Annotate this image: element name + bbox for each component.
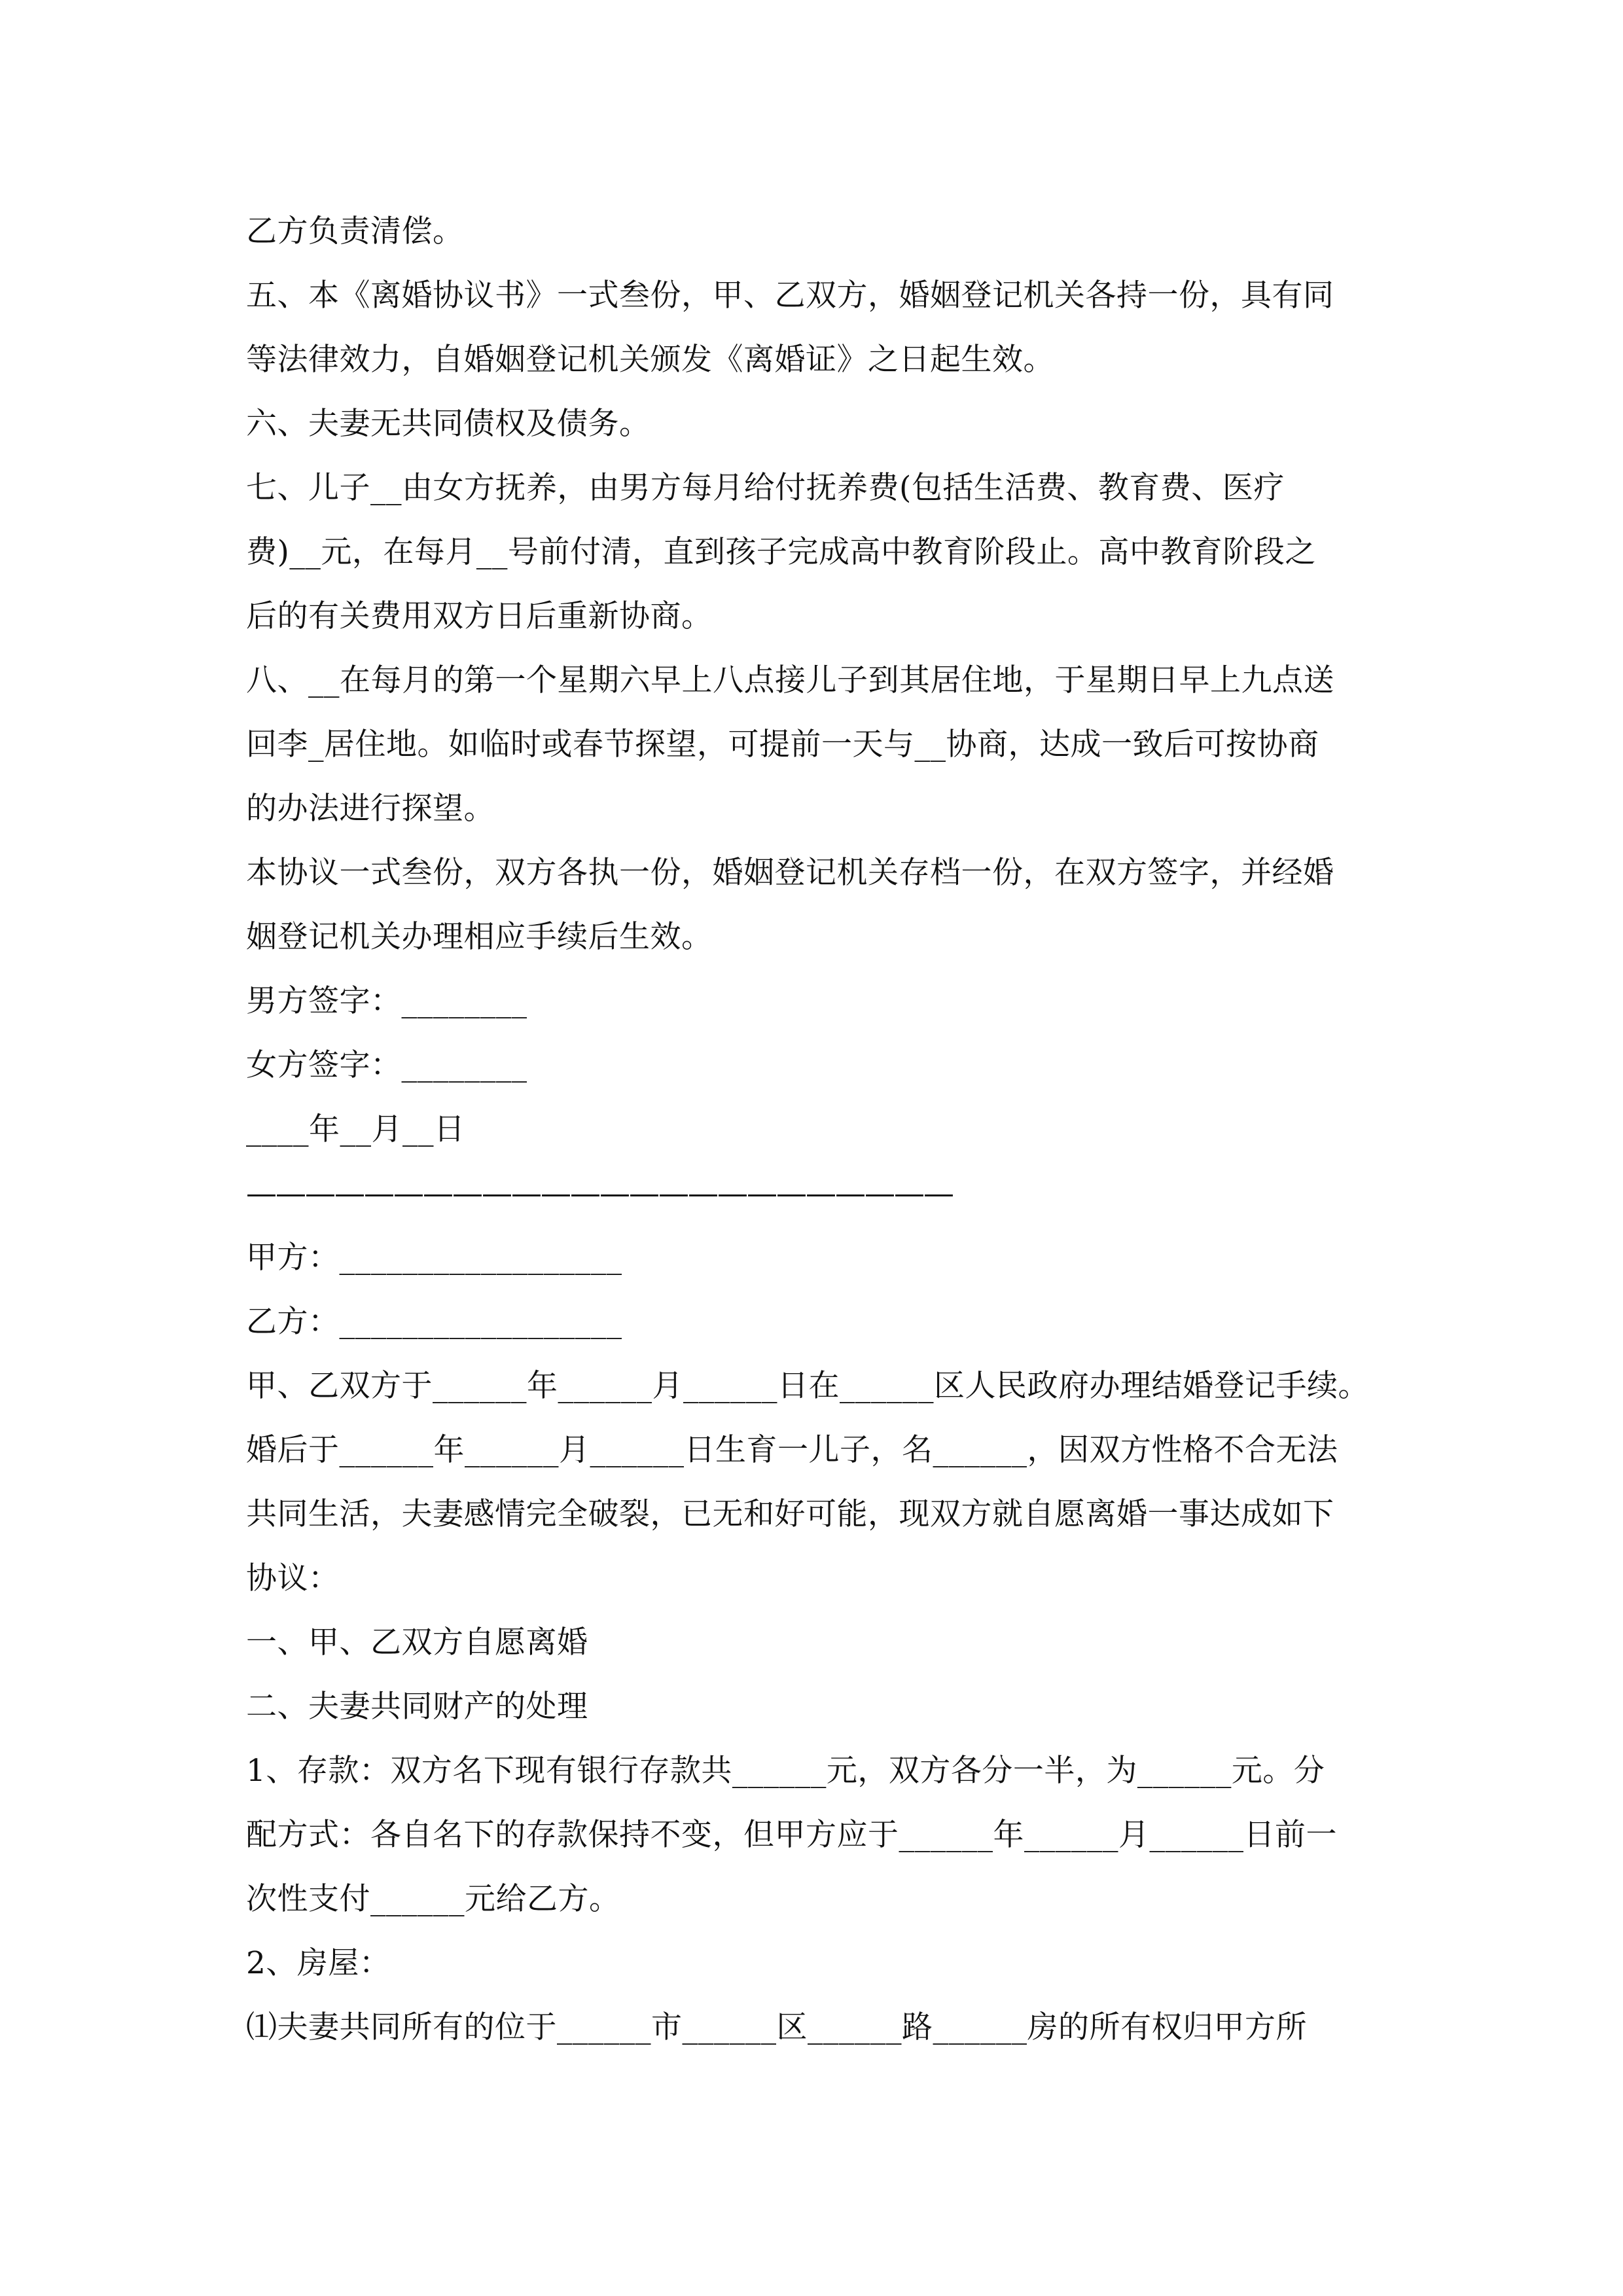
text-line: 甲、乙双方于______年______月______日在______区人民政府办理结婚登记手续。 <box>246 1368 1369 1404</box>
text-line: 1、存款：双方名下现有银行存款共______元，双方各分一半，为______元。分 <box>246 1753 1325 1789</box>
date-line: ____年__月__日 <box>246 1111 465 1147</box>
section-divider: ———————————————————————— <box>246 1175 953 1211</box>
text-line: 次性支付______元给乙方。 <box>246 1881 620 1917</box>
text-line: 五、本《离婚协议书》一式叁份，甲、乙双方，婚姻登记机关各持一份，具有同 <box>246 278 1334 314</box>
text-line: 回李_居住地。如临时或春节探望，可提前一天与__协商，达成一致后可按协商 <box>246 726 1319 762</box>
text-line: 2、房屋： <box>246 1945 391 1981</box>
text-line: 六、夫妻无共同债权及债务。 <box>246 406 651 442</box>
text-line: ⑴夫妻共同所有的位于______市______区______路______房的所有权归甲方所 <box>246 2009 1307 2045</box>
text-line: 配方式：各自名下的存款保持不变，但甲方应于______年______月______日前一 <box>246 1817 1337 1853</box>
document-body <box>246 200 1378 2060</box>
text-line: 共同生活，夫妻感情完全破裂，已无和好可能，现双方就自愿离婚一事达成如下 <box>246 1496 1334 1532</box>
text-line: 协议： <box>246 1560 340 1596</box>
text-line: 姻登记机关办理相应手续后生效。 <box>246 919 713 955</box>
text-line: 费)__元，在每月__号前付清，直到孩子完成高中教育阶段止。高中教育阶段之 <box>246 534 1316 570</box>
text-line: 一、甲、乙双方自愿离婚 <box>246 1624 588 1660</box>
text-line: 七、儿子__由女方抚养，由男方每月给付抚养费(包括生活费、教育费、医疗 <box>246 470 1285 506</box>
text-line: 的办法进行探望。 <box>246 791 495 827</box>
text-line: 八、__在每月的第一个星期六早上八点接儿子到其居住地，于星期日早上九点送 <box>246 662 1334 698</box>
text-line: 二、夫妻共同财产的处理 <box>246 1689 588 1725</box>
text-line: 本协议一式叁份，双方各执一份，婚姻登记机关存档一份，在双方签字，并经婚 <box>246 855 1334 891</box>
text-line: 乙方负责清偿。 <box>246 213 464 249</box>
text-line: 婚后于______年______月______日生育一儿子，名______，因双方性格不合无法 <box>246 1432 1338 1468</box>
male-signature-line: 男方签字：________ <box>246 983 527 1019</box>
text-line: 等法律效力，自婚姻登记机关颁发《离婚证》之日起生效。 <box>246 342 1054 378</box>
text-line: 后的有关费用双方日后重新协商。 <box>246 598 713 634</box>
party-a-line: 甲方：__________________ <box>246 1240 622 1276</box>
female-signature-line: 女方签字：________ <box>246 1047 527 1083</box>
party-b-line: 乙方：__________________ <box>246 1304 622 1340</box>
